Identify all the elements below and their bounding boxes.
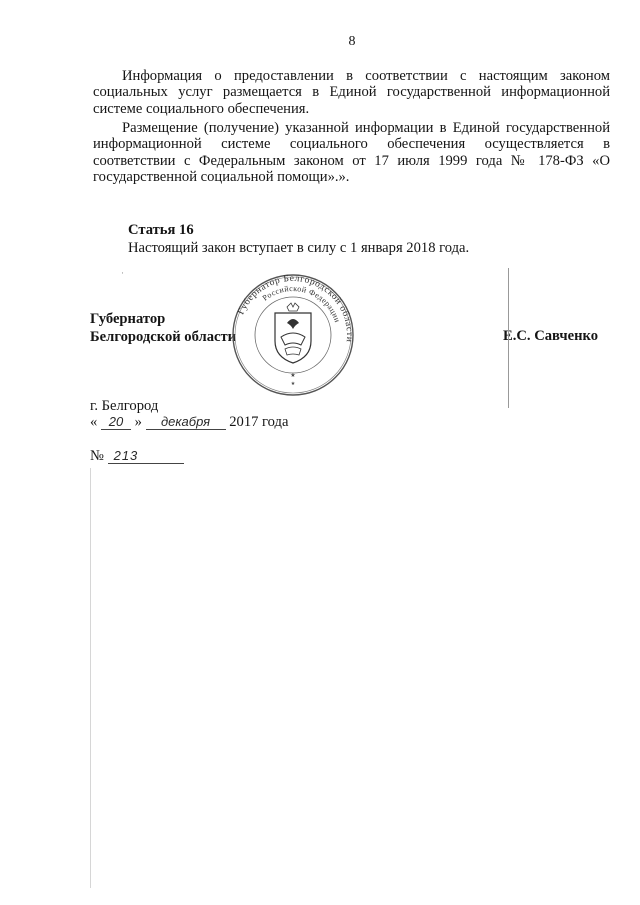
number-sign: № (90, 448, 104, 464)
scan-edge-line (508, 268, 509, 408)
date-open-quote: « (90, 414, 98, 430)
page-number: 8 (348, 34, 356, 49)
place-of-signing: г. Белгород (90, 398, 159, 414)
law-number (90, 448, 184, 465)
governor-name: Е.С. Савченко (503, 328, 599, 344)
governor-title-line-1: Губернатор (90, 311, 166, 327)
speck-mark: · (121, 268, 124, 278)
seal-star-icon: ★ (290, 382, 296, 387)
date-day: 20 (101, 414, 131, 430)
seal-inner-text: Российской Федерации (260, 283, 343, 324)
signing-date (90, 414, 288, 431)
paragraph-1: Информация о предоставлении в соответствии с настоящим законом социальных услуг размещается в Единой государственной информационной системе социального обеспечения. (93, 68, 610, 117)
date-close-quote: » (134, 414, 142, 430)
governor-title (90, 310, 236, 346)
date-year: 2017 года (229, 414, 289, 430)
official-seal (231, 273, 355, 397)
date-month: декабря (146, 414, 226, 430)
governor-title-line-2: Белгородской области (90, 329, 237, 345)
seal-star-icon: ★ (290, 373, 296, 379)
seal-outer-text: Губернатор Белгородской области (236, 273, 355, 343)
scan-edge-line (90, 468, 91, 888)
number-value: 213 (108, 448, 184, 464)
coat-of-arms-icon (275, 303, 311, 363)
article-text: Настоящий закон вступает в силу с 1 января 2018 года. (128, 240, 470, 256)
article-title: Статья 16 (128, 222, 194, 238)
paragraph-2: Размещение (получение) указанной информации в Единой государственной информационной системе социального обеспечения осуществляется в соответствии с Федеральным законом от 17 июля 1999 года № 178-ФЗ «О государственной социальной помощи».». (93, 120, 610, 186)
